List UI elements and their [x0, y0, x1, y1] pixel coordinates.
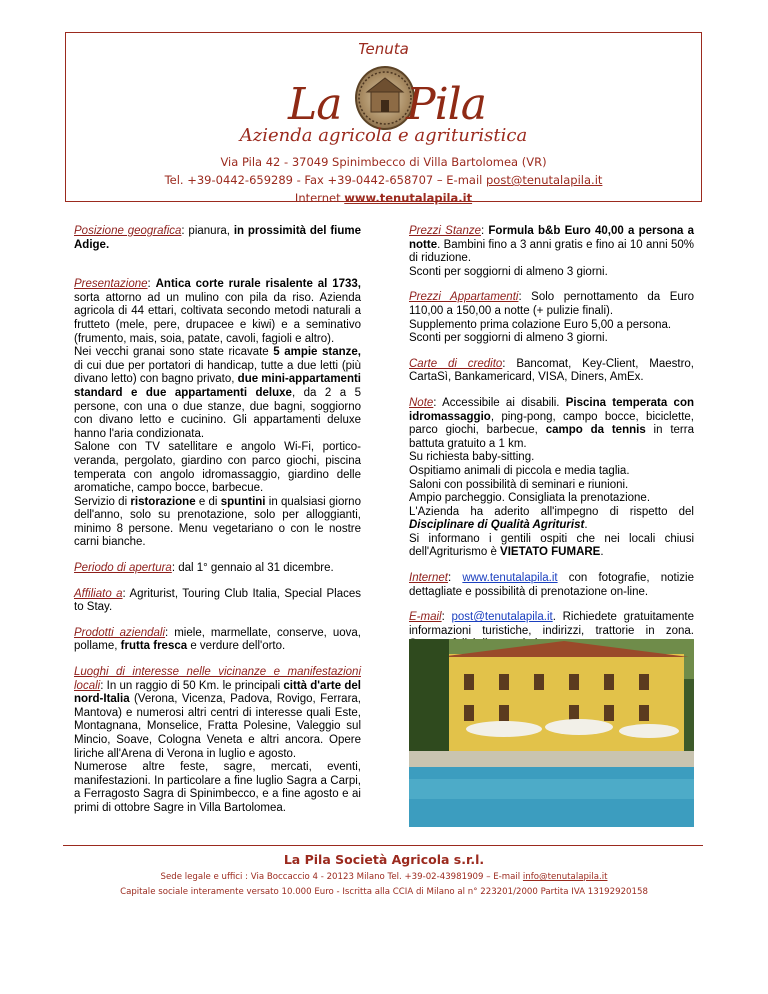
- footer-address: Sede legale e uffici : Via Boccaccio 4 - 20123 Milano Tel. +39-02-43981909 – E-mail: [160, 872, 523, 882]
- presentazione-rooms: [74, 346, 361, 441]
- text-bold: campo da tennis: [545, 424, 646, 437]
- text-bold: in prossimità del fiume Adige.: [74, 225, 361, 251]
- text: :: [147, 278, 156, 291]
- text-bold: Formula b&b Euro 40,00 a persona a notte: [409, 225, 694, 251]
- appartamenti-label: Prezzi Appartamenti: [409, 291, 519, 304]
- email-label: E-mail: [409, 611, 442, 624]
- periodo-label: Periodo di apertura: [74, 562, 172, 575]
- text: e verdure dell'orto.: [187, 640, 286, 653]
- text-bold: frutta fresca: [120, 640, 188, 653]
- text: :: [480, 225, 489, 237]
- footer-divider: [63, 845, 703, 846]
- address: Via Pila 42 - 37049 Spinimbecco di Villa Bartolomea (VR): [220, 155, 547, 169]
- luoghi-label: Luoghi di interesse nelle vicinanze e manifestazioni locali: [74, 666, 361, 692]
- text: Nei vecchi granai sono state ricavate: [74, 346, 274, 359]
- note-paragraph: [409, 397, 694, 560]
- logo-la: La: [288, 79, 342, 130]
- carte-label: Carte di credito: [409, 357, 503, 370]
- text: Ampio parcheggio. Consigliata la prenotazione.: [409, 492, 651, 505]
- text-bold: due mini-appartamenti standard e due appartamenti deluxe: [74, 373, 361, 399]
- appartamenti-paragraph: [409, 291, 694, 345]
- periodo-paragraph: [74, 562, 361, 576]
- text-bold: VIETATO FUMARE: [500, 546, 601, 559]
- text: Saloni con possibilità di seminari e riunioni.: [409, 478, 629, 491]
- text-bold: Piscina temperata con idromassaggio: [409, 396, 694, 423]
- affiliato-label: Affiliato a: [74, 587, 123, 600]
- presentazione-services: Salone con TV satellitare e angolo Wi-Fi, portico-veranda, pergolato, giardino con parco giochi, piscina temperata con angolo idromassaggio, giardino delle aromatiche, campo bocce, barbecue.: [74, 441, 361, 495]
- footer-line1: [0, 872, 768, 882]
- prodotti-paragraph: [74, 627, 361, 654]
- text-bold: spuntini: [220, 495, 266, 508]
- affiliato-paragraph: [74, 588, 361, 615]
- text: con fotografie, notizie dettagliate e possibilità di prenotazione on-line.: [409, 572, 695, 598]
- website-link[interactable]: www.tenutalapila.it: [462, 572, 558, 585]
- text: in qualsiasi giorno dell'anno, solo su prenotazione, solo per alloggianti, minimo 8 persone. Menu vegetariano o con le nostre carni bianche.: [74, 495, 361, 549]
- text: .: [584, 519, 588, 532]
- note-label: Note: [409, 396, 434, 409]
- footer-email-link[interactable]: info@tenutalapila.it: [522, 872, 608, 882]
- contacts-line: [66, 171, 701, 189]
- text: . Bambini fino a 3 anni gratis e fino ai 10 anni 50% di riduzione.: [409, 238, 694, 265]
- text: , da 2 a 5 persone, con una o due stanze, due bagni, soggiorno con divano letto e cucinino. Gli appartamenti deluxe hanno l'aria condizionata.: [74, 386, 361, 440]
- text: di cui due per portatori di handicap, tutte a due letti (più divano letto) con bagno privato,: [74, 359, 361, 386]
- text: Sconti per soggiorni di almeno 3 giorni.: [409, 265, 608, 278]
- text: : Solo pernottamento da Euro 110,00 a 150,00 a notte (+ pulizie finali).: [409, 291, 694, 317]
- posizione-label: Posizione geografica: [74, 225, 182, 237]
- text: :: [441, 611, 452, 624]
- text: sorta attorno ad un mulino con pila da riso. Azienda agricola di 44 ettari, coltivata secondo metodi naturali a frutteto (mele, pere, drupacee e kiwi) e a seminativo (frumento, mais, soia, patate, cavoli, fagioli e altro).: [74, 291, 361, 345]
- text: L'Azienda ha aderito all'impegno di rispetto del: [409, 505, 694, 518]
- right-column: [409, 225, 694, 664]
- text: Sconti per soggiorni di almeno 3 giorni.: [409, 332, 608, 345]
- internet-label: Internet: [409, 572, 448, 585]
- text: : dal 1° gennaio al 31 dicembre.: [171, 562, 334, 575]
- text: (Verona, Vicenza, Padova, Rovigo, Ferrara, Mantova) e numerosi altri centri di interesse quali Este, Montagnana, Monselice, Fratta Polesine, Valeggio sul Mincio, Soave, Cologna Veneta e altri ancora. Opere liriche all'Arena di Verona in luglio e agosto.: [74, 693, 361, 760]
- presentazione-label: Presentazione: [74, 278, 148, 291]
- text: : Bancomat, Key-Client, Maestro, CartaSì, Bankamericard, VISA, Diners, AmEx.: [409, 357, 694, 384]
- header-website-link[interactable]: www.tenutalapila.it: [344, 191, 473, 205]
- text: Supplemento prima colazione Euro 5,00 a persona.: [409, 318, 672, 331]
- footer-line2: Capitale sociale interamente versato 10.000 Euro - Iscritta alla CCIA di Milano al n° 223201/2000 Partita IVA 13192920158: [120, 887, 648, 897]
- stanze-label: Prezzi Stanze: [409, 225, 481, 237]
- prodotti-label: Prodotti aziendali: [74, 626, 166, 639]
- text: in terra battuta gratuito a 1 km.: [409, 424, 694, 450]
- stanze-paragraph: [409, 225, 694, 279]
- email-link[interactable]: post@tenutalapila.it: [451, 611, 553, 624]
- text: :: [448, 572, 463, 585]
- presentazione-paragraph: [74, 278, 361, 346]
- text: e di: [195, 495, 221, 508]
- posizione-paragraph: [74, 225, 361, 252]
- internet-line: [66, 189, 701, 207]
- text: Servizio di: [74, 495, 131, 508]
- luoghi-events: Numerose altre feste, sagre, mercati, eventi, manifestazioni. In particolare a fine luglio Sagra a Carpi, a Ferragosto Sagra di Spinimbecco, e a fine agosto e ai primi di ottobre Sagre in Villa Bartolomea.: [74, 761, 361, 814]
- header-email-link[interactable]: post@tenutalapila.it: [486, 173, 603, 187]
- footer-title: La Pila Società Agricola s.r.l.: [283, 852, 485, 867]
- text: Ospitiamo animali di piccola e media taglia.: [409, 464, 630, 477]
- left-column: [74, 225, 361, 816]
- text: Su richiesta baby-sitting.: [409, 451, 535, 464]
- text-bold-italic: Disciplinare di Qualità Agriturist: [409, 519, 585, 532]
- letterhead: [65, 32, 702, 205]
- presentazione-food: [74, 496, 361, 550]
- logo-pila: Pila: [406, 79, 486, 130]
- tel-fax: Tel. +39-0442-659289 - Fax +39-0442-658707 – E-mail: [164, 173, 486, 187]
- text: : In un raggio di 50 Km. le principali: [100, 679, 284, 692]
- text: : Accessibile ai disabili.: [433, 396, 566, 409]
- text-bold: città d'arte del nord-Italia: [74, 679, 361, 706]
- text: .: [600, 546, 604, 559]
- carte-paragraph: [409, 358, 694, 385]
- text-bold: 5 ampie stanze,: [273, 346, 361, 359]
- text-bold: Antica corte rurale risalente al 1733,: [155, 278, 361, 291]
- text: . Richiedete gratuitamente informazioni turistiche, indirizzi, trattorie in zona.: [409, 611, 694, 637]
- text: : pianura,: [181, 225, 234, 237]
- subtitle: Azienda agricola e agrituristica: [239, 125, 528, 146]
- text: Si informano i gentili ospiti che nei locali chiusi dell'Agriturismo è: [409, 532, 694, 559]
- internet-paragraph: [409, 572, 694, 599]
- text: , ping-pong, campo bocce, biciclette, parco giochi, barbecue,: [409, 410, 694, 437]
- tenuta-label: Tenuta: [358, 40, 409, 58]
- farmhouse-pool-photo: [409, 639, 694, 827]
- text: : Agriturist, Touring Club Italia, Special Places to Stay.: [74, 587, 361, 614]
- text-bold: ristorazione: [130, 495, 196, 508]
- luoghi-paragraph: [74, 666, 361, 761]
- text: : miele, marmellate, conserve, uova, pollame,: [74, 626, 361, 653]
- internet-prefix: Internet: [294, 191, 345, 205]
